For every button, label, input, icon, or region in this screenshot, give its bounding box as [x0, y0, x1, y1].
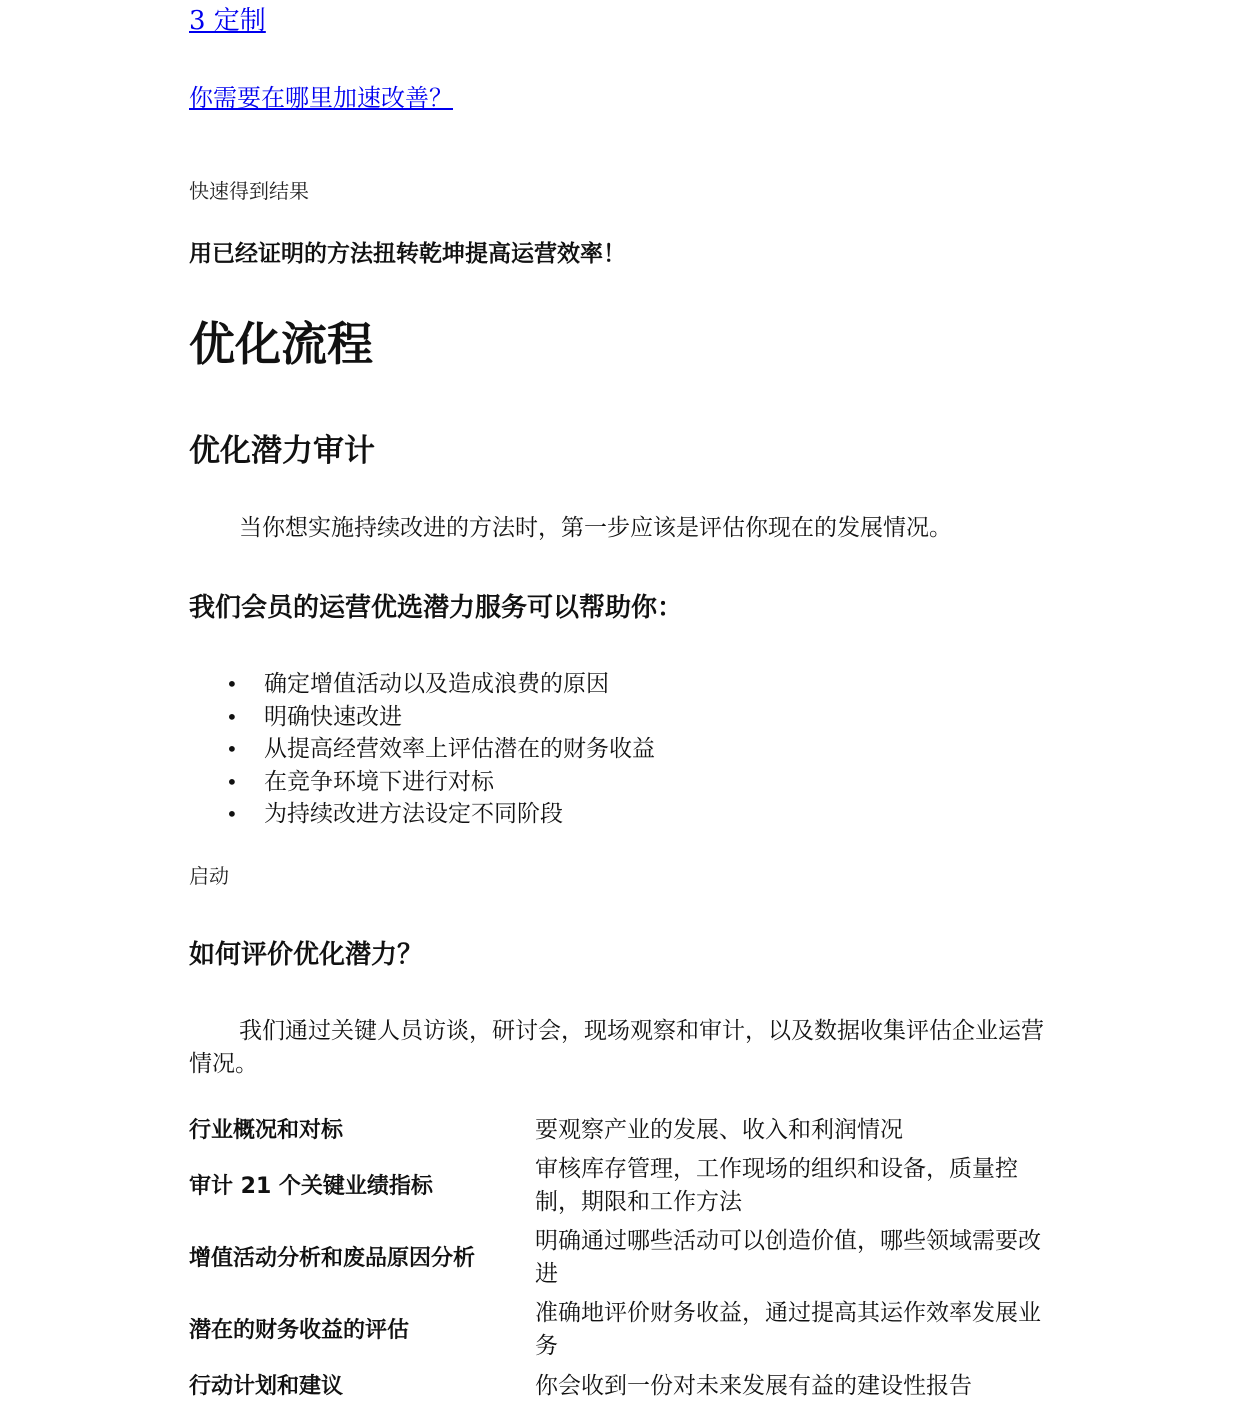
services-heading: 我们会员的运营优选潜力服务可以帮助你： — [189, 593, 684, 623]
feature-key: 增值活动分析和废品原因分析 — [189, 1245, 476, 1271]
section-title: 优化潜力审计 — [189, 433, 375, 469]
bold-statement: 用已经证明的方法扭转乾坤提高运营效率！ — [189, 241, 626, 267]
list-item: • 从提高经营效率上评估潜在的财务收益 — [189, 733, 655, 766]
list-item: • 确定增值活动以及造成浪费的原因 — [189, 668, 655, 701]
feature-value: 你会收到一份对未来发展有益的建设性报告 — [535, 1372, 973, 1399]
bullet-icon: • — [226, 769, 238, 794]
feature-key: 行动计划和建议 — [189, 1373, 344, 1399]
table-row — [189, 1110, 1069, 1150]
feature-key: 审计 21 个关键业绩指标 — [189, 1173, 433, 1199]
how-paragraph: 我们通过关键人员访谈，研讨会，现场观察和审计，以及数据收集评估企业运营情况。 — [189, 1018, 1044, 1077]
bullet-icon: • — [226, 704, 238, 729]
customize-link[interactable]: 3 定制 — [189, 6, 266, 36]
list-item: • 为持续改进方法设定不同阶段 — [189, 798, 655, 831]
list-item: • 在竞争环境下进行对标 — [189, 766, 655, 799]
table-row — [189, 1150, 1069, 1222]
feature-value: 审核库存管理，工作现场的组织和设备，质量控制，期限和工作方法 — [535, 1156, 1019, 1215]
bullet-icon: • — [226, 672, 238, 696]
page-title: 优化流程 — [189, 317, 373, 371]
table-row — [189, 1294, 1069, 1366]
table-row — [189, 1222, 1069, 1294]
feature-value: 准确地评价财务收益，通过提高其运作效率发展业务 — [535, 1300, 1042, 1359]
feature-key: 行业概况和对标 — [189, 1117, 344, 1143]
intro-paragraph: 当你想实施持续改进的方法时，第一步应该是评估你现在的发展情况。 — [239, 515, 952, 541]
bullet-icon: • — [226, 802, 238, 826]
table-row — [189, 1366, 1069, 1406]
start-label: 启动 — [189, 864, 229, 888]
tagline: 快速得到结果 — [189, 179, 309, 203]
list-item: • 明确快速改进 — [189, 701, 655, 734]
bullet-icon: • — [226, 737, 238, 761]
how-heading: 如何评价优化潜力？ — [189, 940, 424, 970]
feature-value: 要观察产业的发展、收入和利润情况 — [535, 1116, 904, 1143]
improve-question-link[interactable]: 你需要在哪里加速改善？ — [189, 84, 453, 112]
feature-key: 潜在的财务收益的评估 — [189, 1317, 410, 1343]
services-list — [189, 668, 655, 831]
feature-value: 明确通过哪些活动可以创造价值，哪些领域需要改进 — [535, 1228, 1042, 1287]
features-table — [189, 1110, 1069, 1406]
document-page — [189, 0, 1069, 1409]
